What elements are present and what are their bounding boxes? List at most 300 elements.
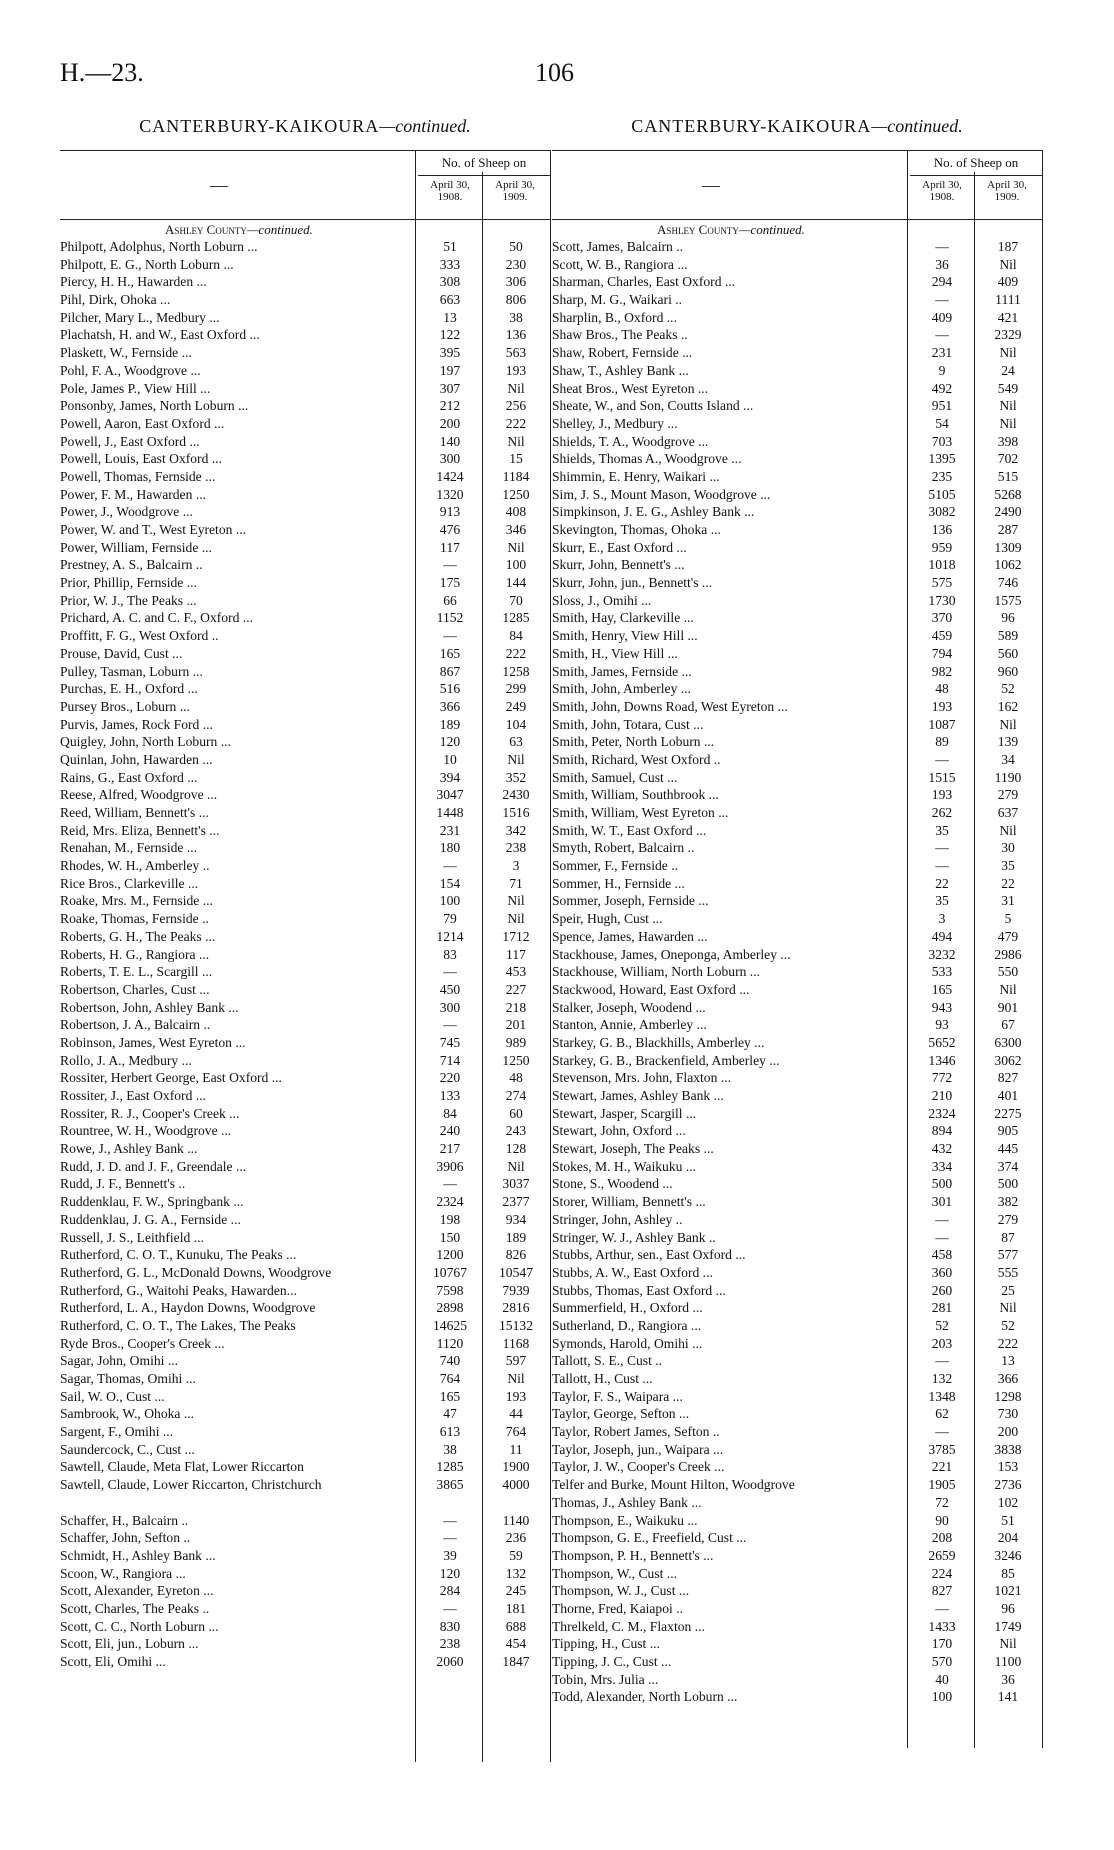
owner-name: Stubbs, Arthur, sen., East Oxford ... bbox=[552, 1247, 746, 1263]
owner-name: Stubbs, Thomas, East Oxford ... bbox=[552, 1282, 726, 1298]
sheep-1909: 374 bbox=[997, 1158, 1019, 1174]
sheep-1908: 3 bbox=[938, 911, 946, 927]
table-row bbox=[60, 733, 550, 751]
sheep-1909: 299 bbox=[505, 681, 527, 697]
owner-name: Rutherford, G., Waitohi Peaks, Hawarden... bbox=[60, 1282, 297, 1298]
sheep-1908: 913 bbox=[439, 504, 461, 520]
sheep-1908: 38 bbox=[443, 1441, 457, 1457]
table-row bbox=[60, 486, 550, 504]
table-row bbox=[60, 1175, 550, 1193]
sheep-1909: 24 bbox=[1001, 362, 1015, 378]
column-group-label: No. of Sheep on bbox=[418, 155, 550, 176]
column-divider bbox=[415, 150, 416, 1762]
owner-name: Rhodes, W. H., Amberley .. bbox=[60, 858, 210, 874]
sheep-1908: 231 bbox=[931, 345, 953, 361]
owner-name: Rudd, J. D. and J. F., Greendale ... bbox=[60, 1158, 247, 1174]
owner-name: Rossiter, Herbert George, East Oxford ... bbox=[60, 1070, 282, 1086]
sheep-1909: 453 bbox=[505, 964, 527, 980]
owner-name: Rossiter, J., East Oxford ... bbox=[60, 1088, 206, 1103]
column-divider bbox=[907, 150, 908, 1748]
owner-name: Smith, Peter, North Loburn ... bbox=[552, 734, 715, 750]
table-row bbox=[60, 1158, 550, 1176]
sheep-1908: 212 bbox=[439, 398, 461, 414]
sheep-1908: 154 bbox=[439, 875, 461, 891]
owner-name: Sharp, M. G., Waikari .. bbox=[552, 292, 683, 308]
owner-name: Smith, James, Fernside ... bbox=[552, 663, 692, 679]
owner-name: Power, F. M., Hawarden ... bbox=[60, 486, 206, 502]
owner-name: Stringer, W. J., Ashley Bank .. bbox=[552, 1229, 716, 1245]
sheep-1909: 96 bbox=[1001, 610, 1015, 626]
table-row bbox=[552, 751, 1042, 769]
owner-name: Robertson, John, Ashley Bank ... bbox=[60, 999, 239, 1015]
table-row bbox=[552, 1476, 1042, 1494]
table-row bbox=[60, 397, 550, 415]
table-row bbox=[552, 1688, 1042, 1706]
table-row bbox=[60, 592, 550, 610]
sheep-1909: 60 bbox=[509, 1105, 523, 1121]
sheep-1909: 102 bbox=[997, 1494, 1019, 1510]
owner-name: Roberts, G. H., The Peaks ... bbox=[60, 928, 216, 944]
sheep-1908: 1395 bbox=[928, 451, 956, 467]
table-row bbox=[60, 326, 550, 344]
table-row bbox=[552, 946, 1042, 964]
sheep-1908: — bbox=[935, 239, 949, 254]
sheep-1908: 827 bbox=[931, 1583, 953, 1599]
table-row bbox=[60, 539, 550, 557]
sheep-1908: 772 bbox=[931, 1070, 953, 1086]
sheep-1908: 494 bbox=[931, 928, 953, 944]
table-row bbox=[60, 1069, 550, 1087]
sheep-1909: 50 bbox=[509, 239, 523, 254]
sheep-1909: 2377 bbox=[502, 1194, 530, 1210]
owner-name: Plachatsh, H. and W., East Oxford ... bbox=[60, 327, 260, 343]
sheep-1909: 38 bbox=[509, 309, 523, 325]
owner-name: Roberts, H. G., Rangiora ... bbox=[60, 946, 210, 962]
sheep-1909: 139 bbox=[997, 734, 1019, 750]
owner-name: Rains, G., East Oxford ... bbox=[60, 769, 198, 785]
sheep-1909: 563 bbox=[505, 345, 527, 361]
sheep-1909: 44 bbox=[509, 1406, 523, 1422]
owner-name: Ruddenklau, F. W., Springbank ... bbox=[60, 1194, 244, 1210]
owner-name: Rice Bros., Clarkeville ... bbox=[60, 875, 199, 891]
sheep-1908: 740 bbox=[439, 1353, 461, 1369]
sheep-1908: 203 bbox=[931, 1335, 953, 1351]
table-row bbox=[552, 1653, 1042, 1671]
owner-name: Sagar, Thomas, Omihi ... bbox=[60, 1371, 196, 1386]
sheep-1908: 198 bbox=[439, 1211, 461, 1227]
table-row bbox=[552, 1671, 1042, 1689]
table-row bbox=[60, 380, 550, 398]
owner-name: Taylor, Joseph, jun., Waipara ... bbox=[552, 1441, 724, 1457]
owner-name: Rutherford, C. O. T., The Lakes, The Peaks bbox=[60, 1317, 296, 1333]
sheep-1909: 11 bbox=[509, 1441, 523, 1457]
owner-name: Sharman, Charles, East Oxford ... bbox=[552, 274, 736, 290]
table-row bbox=[552, 256, 1042, 274]
sheep-1908: — bbox=[935, 1424, 949, 1440]
owner-name: Sommer, F., Fernside .. bbox=[552, 858, 678, 874]
sheep-1909: 100 bbox=[505, 557, 527, 573]
owner-name: Tallott, S. E., Cust .. bbox=[552, 1353, 663, 1369]
sheep-1908: 10 bbox=[443, 751, 457, 767]
owner-name: Sommer, Joseph, Fernside ... bbox=[552, 893, 709, 909]
table-row bbox=[552, 1405, 1042, 1423]
table-row bbox=[552, 1529, 1042, 1547]
table-row bbox=[60, 1582, 550, 1600]
owner-name: Roberts, T. E. L., Scargill ... bbox=[60, 964, 213, 980]
owner-name: Power, William, Fernside ... bbox=[60, 539, 212, 555]
table-row bbox=[60, 1317, 550, 1335]
table-row bbox=[552, 1441, 1042, 1459]
sheep-1909: Nil bbox=[999, 716, 1017, 732]
sheep-1908: 1346 bbox=[928, 1052, 956, 1068]
sheep-1909: 31 bbox=[1001, 893, 1015, 909]
table-row bbox=[552, 291, 1042, 309]
owner-name: Robertson, J. A., Balcairn .. bbox=[60, 1017, 211, 1033]
owner-name: Scott, Eli, jun., Loburn ... bbox=[60, 1636, 199, 1652]
table-header bbox=[552, 150, 1042, 220]
owner-name: Shields, T. A., Woodgrove ... bbox=[552, 433, 709, 449]
table-row bbox=[552, 397, 1042, 415]
sheep-1909: 589 bbox=[997, 628, 1019, 644]
sheep-1909: 104 bbox=[505, 716, 527, 732]
page-number: 106 bbox=[535, 58, 574, 87]
sheep-1909: 1190 bbox=[994, 769, 1022, 785]
owner-name: Philpott, E. G., North Loburn ... bbox=[60, 256, 234, 272]
sheep-1908: — bbox=[443, 1176, 457, 1192]
owner-name: Smith, John, Totara, Cust ... bbox=[552, 716, 704, 732]
sheep-1908: 516 bbox=[439, 681, 461, 697]
table-row bbox=[552, 1282, 1042, 1300]
sheep-1908: 308 bbox=[439, 274, 461, 290]
sheep-1908: 262 bbox=[931, 805, 953, 820]
sheep-1908: 197 bbox=[439, 362, 461, 378]
sheep-1908: 450 bbox=[439, 981, 461, 997]
sheep-1909: 637 bbox=[997, 805, 1019, 820]
owner-name: Renahan, M., Fernside ... bbox=[60, 840, 198, 856]
sheep-1908: 224 bbox=[931, 1565, 953, 1581]
owner-name: Smith, W. T., East Oxford ... bbox=[552, 822, 707, 838]
sheep-1908: 894 bbox=[931, 1123, 953, 1139]
sheep-1908: 189 bbox=[439, 716, 461, 732]
sheep-1908: 238 bbox=[439, 1636, 461, 1652]
sheep-1909: 287 bbox=[997, 522, 1019, 537]
owner-name: Stackhouse, William, North Loburn ... bbox=[552, 964, 760, 980]
sheep-1909: 7939 bbox=[502, 1282, 530, 1298]
table-row bbox=[552, 609, 1042, 627]
section-title-text: CANTERBURY-KAIKOURA bbox=[631, 116, 872, 136]
owner-name: Thompson, G. E., Freefield, Cust ... bbox=[552, 1530, 747, 1546]
sheep-1908: 459 bbox=[931, 628, 953, 644]
sheep-1909: Nil bbox=[999, 256, 1017, 272]
owner-name: Ponsonby, James, North Loburn ... bbox=[60, 398, 249, 414]
sheep-1909: 500 bbox=[997, 1176, 1019, 1192]
owner-name: Scott, Charles, The Peaks .. bbox=[60, 1600, 210, 1616]
owner-name: Robertson, Charles, Cust ... bbox=[60, 981, 210, 997]
sheep-1909: 1258 bbox=[502, 663, 530, 679]
owner-name: Reese, Alfred, Woodgrove ... bbox=[60, 787, 218, 803]
sheep-1909: 141 bbox=[997, 1689, 1019, 1705]
table-row bbox=[60, 1653, 550, 1671]
sheep-1908: 943 bbox=[931, 999, 953, 1015]
sheep-1909: 132 bbox=[505, 1565, 527, 1581]
sheep-1908: — bbox=[935, 840, 949, 856]
owner-name: Stackwood, Howard, East Oxford ... bbox=[552, 981, 750, 997]
owner-name: Pohl, F. A., Woodgrove ... bbox=[60, 362, 201, 378]
sheep-1908: 136 bbox=[931, 522, 953, 537]
table-row bbox=[552, 1388, 1042, 1406]
table-row bbox=[552, 238, 1042, 256]
owner-name: Starkey, G. B., Brackenfield, Amberley ... bbox=[552, 1052, 780, 1068]
sheep-1909: 1749 bbox=[994, 1618, 1022, 1634]
table-row bbox=[60, 521, 550, 539]
sheep-1908: — bbox=[443, 1530, 457, 1546]
column-1909-header: April 30, 1909. bbox=[987, 179, 1027, 203]
sheep-1909: 187 bbox=[997, 239, 1019, 254]
sheep-1909: 274 bbox=[505, 1088, 527, 1103]
owner-name: Scott, James, Balcairn .. bbox=[552, 239, 683, 254]
sheep-1909: 222 bbox=[997, 1335, 1019, 1351]
owner-name: Philpott, Adolphus, North Loburn ... bbox=[60, 239, 258, 254]
sheep-1909: 236 bbox=[505, 1530, 527, 1546]
owner-name: Starkey, G. B., Blackhills, Amberley ... bbox=[552, 1034, 765, 1050]
sheep-1908: 1448 bbox=[436, 805, 464, 820]
owner-name: Smith, H., View Hill ... bbox=[552, 645, 678, 661]
sheep-1909: 346 bbox=[505, 522, 527, 537]
owner-name: Russell, J. S., Leithfield ... bbox=[60, 1229, 204, 1245]
table-row bbox=[60, 468, 550, 486]
sheep-1908: 2659 bbox=[928, 1547, 956, 1563]
sheep-1909: 1298 bbox=[994, 1388, 1022, 1404]
owner-name: Smith, William, Southbrook ... bbox=[552, 787, 719, 803]
owner-name: Schaffer, John, Sefton .. bbox=[60, 1530, 191, 1546]
owner-name: Todd, Alexander, North Loburn ... bbox=[552, 1689, 738, 1705]
sheep-1908: — bbox=[443, 1600, 457, 1616]
sheep-1909: Nil bbox=[507, 380, 525, 396]
table-row bbox=[60, 556, 550, 574]
sheep-1908: 165 bbox=[439, 645, 461, 661]
column-divider bbox=[1042, 150, 1043, 1748]
table-row bbox=[552, 1052, 1042, 1070]
table-row bbox=[552, 733, 1042, 751]
sheep-1909: Nil bbox=[507, 911, 525, 927]
table-row bbox=[60, 875, 550, 893]
sheep-1909: 201 bbox=[505, 1017, 527, 1033]
owner-name: Stewart, Joseph, The Peaks ... bbox=[552, 1141, 714, 1157]
owner-name: Sheate, W., and Son, Coutts Island ... bbox=[552, 398, 754, 414]
sheep-1909: 549 bbox=[997, 380, 1019, 396]
table-row bbox=[60, 1441, 550, 1459]
sheep-1908: — bbox=[935, 751, 949, 767]
sheep-1908: 79 bbox=[443, 911, 457, 927]
sheep-1908: 193 bbox=[931, 698, 953, 714]
owner-name: Rollo, J. A., Medbury ... bbox=[60, 1052, 192, 1068]
table-row bbox=[552, 716, 1042, 734]
table-row bbox=[60, 1282, 550, 1300]
owner-name: Purchas, E. H., Oxford ... bbox=[60, 681, 198, 697]
table-row bbox=[60, 946, 550, 964]
table-row bbox=[60, 698, 550, 716]
owner-name: Schaffer, H., Balcairn .. bbox=[60, 1512, 189, 1528]
sheep-1908: 1152 bbox=[436, 610, 464, 626]
table-row bbox=[60, 1122, 550, 1140]
sheep-1909: 688 bbox=[505, 1618, 527, 1634]
table-row bbox=[552, 698, 1042, 716]
sheep-1909: Nil bbox=[507, 893, 525, 909]
table-row bbox=[552, 875, 1042, 893]
table-row bbox=[552, 1211, 1042, 1229]
sheep-1908: 492 bbox=[931, 380, 953, 396]
sheep-1908: 458 bbox=[931, 1247, 953, 1263]
owner-name: Smith, William, West Eyreton ... bbox=[552, 805, 729, 820]
sheep-1909: 1111 bbox=[995, 292, 1021, 308]
sheep-1908: 794 bbox=[931, 645, 953, 661]
sheep-1909: 35 bbox=[1001, 858, 1015, 874]
section-title bbox=[60, 116, 550, 137]
table-row bbox=[60, 1052, 550, 1070]
owner-name: Smyth, Robert, Balcairn .. bbox=[552, 840, 695, 856]
owner-name: Sawtell, Claude, Meta Flat, Lower Riccarton bbox=[60, 1459, 304, 1475]
sheep-1908: 1285 bbox=[436, 1459, 464, 1475]
sheep-1908: 200 bbox=[439, 415, 461, 431]
sheep-1909: 51 bbox=[1001, 1512, 1015, 1528]
sheep-1908: 1214 bbox=[436, 928, 464, 944]
sheep-1909: 59 bbox=[509, 1547, 523, 1563]
sheep-1909: 445 bbox=[997, 1141, 1019, 1157]
table-row bbox=[60, 1476, 550, 1511]
sheep-1909: 454 bbox=[505, 1636, 527, 1652]
sheep-1909: 52 bbox=[1001, 681, 1015, 697]
owner-name: Taylor, J. W., Cooper's Creek ... bbox=[552, 1459, 725, 1475]
sheep-1909: 218 bbox=[505, 999, 527, 1015]
owner-name: Rutherford, C. O. T., Kunuku, The Peaks ... bbox=[60, 1247, 297, 1263]
sheep-1909: 25 bbox=[1001, 1282, 1015, 1298]
table-row bbox=[60, 1105, 550, 1123]
owner-name: Stubbs, A. W., East Oxford ... bbox=[552, 1264, 713, 1280]
owner-name: Quigley, John, North Loburn ... bbox=[60, 734, 231, 750]
owner-name: Sim, J. S., Mount Mason, Woodgrove ... bbox=[552, 486, 771, 502]
table-row bbox=[60, 839, 550, 857]
sheep-1909: 597 bbox=[505, 1353, 527, 1369]
sheep-1909: Nil bbox=[999, 1636, 1017, 1652]
table-row bbox=[60, 1299, 550, 1317]
sheep-1909: 87 bbox=[1001, 1229, 1015, 1245]
sheep-1908: 14625 bbox=[433, 1317, 467, 1333]
sheep-1908: 2060 bbox=[436, 1654, 464, 1670]
sheep-1908: 575 bbox=[931, 575, 953, 591]
sheep-1908: 7598 bbox=[436, 1282, 464, 1298]
table-row bbox=[552, 1582, 1042, 1600]
county-heading bbox=[552, 222, 910, 238]
table-row bbox=[60, 362, 550, 380]
owner-name: Sambrook, W., Ohoka ... bbox=[60, 1406, 195, 1422]
sheep-1908: 51 bbox=[443, 239, 457, 254]
table-row bbox=[552, 1140, 1042, 1158]
sheep-1908: — bbox=[935, 858, 949, 874]
sheep-1908: 40 bbox=[935, 1671, 949, 1687]
sheep-1909: 117 bbox=[506, 946, 526, 962]
owner-name: Smith, Henry, View Hill ... bbox=[552, 628, 698, 644]
owner-name: Tipping, J. C., Cust ... bbox=[552, 1654, 672, 1669]
sheep-1909: 3037 bbox=[502, 1176, 530, 1192]
sheep-1908: 360 bbox=[931, 1264, 953, 1280]
table-row bbox=[60, 928, 550, 946]
sheep-1908: — bbox=[935, 1211, 949, 1227]
sheep-1908: — bbox=[443, 964, 457, 980]
owner-name: Scoon, W., Rangiora ... bbox=[60, 1565, 186, 1581]
sheep-1908: — bbox=[935, 1229, 949, 1245]
sheep-1908: 39 bbox=[443, 1547, 457, 1563]
sheep-1908: 409 bbox=[931, 309, 953, 325]
owner-name: Skurr, E., East Oxford ... bbox=[552, 539, 687, 555]
sheep-1908: 165 bbox=[439, 1388, 461, 1404]
sheep-1909: 1285 bbox=[502, 610, 530, 626]
owner-name: Skevington, Thomas, Ohoka ... bbox=[552, 522, 721, 537]
owner-name: Scott, Alexander, Eyreton ... bbox=[60, 1583, 214, 1599]
sheep-1909: 2986 bbox=[994, 946, 1022, 962]
table-row bbox=[552, 645, 1042, 663]
sheep-1908: — bbox=[443, 628, 457, 644]
sheep-1909: 2816 bbox=[502, 1300, 530, 1316]
sheep-1909: 421 bbox=[997, 309, 1019, 325]
owner-name: Sawtell, Claude, Lower Riccarton, Christchurch bbox=[60, 1477, 322, 1493]
sheep-1909: 136 bbox=[505, 327, 527, 343]
owner-name: Quinlan, John, Hawarden ... bbox=[60, 751, 213, 767]
owner-name: Scott, W. B., Rangiora ... bbox=[552, 256, 688, 272]
sheep-1908: 22 bbox=[935, 875, 949, 891]
sheep-1908: — bbox=[935, 327, 949, 343]
table-row bbox=[60, 1229, 550, 1247]
sheep-1909: 2736 bbox=[994, 1477, 1022, 1493]
sheep-1909: 1250 bbox=[502, 1052, 530, 1068]
sheep-1908: 180 bbox=[439, 840, 461, 856]
sheep-1909: 230 bbox=[505, 256, 527, 272]
owner-name: Roake, Thomas, Fernside .. bbox=[60, 911, 209, 927]
owner-name: Sloss, J., Omihi ... bbox=[552, 592, 652, 608]
table-row bbox=[60, 981, 550, 999]
table-row bbox=[552, 1458, 1042, 1476]
table-rows bbox=[60, 238, 550, 1671]
owner-name: Roake, Mrs. M., Fernside ... bbox=[60, 893, 213, 909]
table-row bbox=[60, 1458, 550, 1476]
sheep-1908: 2324 bbox=[928, 1105, 956, 1121]
sheep-1909: 989 bbox=[505, 1034, 527, 1050]
sheep-1908: — bbox=[935, 1600, 949, 1616]
owner-name: Stevenson, Mrs. John, Flaxton ... bbox=[552, 1070, 731, 1086]
name-column-dash: — bbox=[210, 175, 228, 195]
sheep-1908: 1424 bbox=[436, 468, 464, 484]
sheep-1908: 1200 bbox=[436, 1247, 464, 1263]
sheep-1908: 52 bbox=[935, 1317, 949, 1333]
table-row bbox=[60, 309, 550, 327]
table-row bbox=[552, 1229, 1042, 1247]
sheep-1908: 300 bbox=[439, 451, 461, 467]
owner-name: Power, J., Woodgrove ... bbox=[60, 504, 193, 520]
table-row bbox=[552, 1547, 1042, 1565]
sheep-1909: 256 bbox=[505, 398, 527, 414]
sheep-1908: 9 bbox=[938, 362, 946, 378]
table-row bbox=[552, 1158, 1042, 1176]
sheep-1908: 217 bbox=[439, 1141, 461, 1157]
sheep-1909: 96 bbox=[1001, 1600, 1015, 1616]
table-row bbox=[552, 892, 1042, 910]
sheep-1908: 117 bbox=[440, 539, 460, 555]
sheep-1909: 84 bbox=[509, 628, 523, 644]
sheep-1908: 281 bbox=[931, 1300, 953, 1316]
sheep-1909: 746 bbox=[997, 575, 1019, 591]
table-row bbox=[552, 1105, 1042, 1123]
owner-name: Schmidt, H., Ashley Bank ... bbox=[60, 1547, 216, 1563]
owner-name: Prouse, David, Cust ... bbox=[60, 645, 183, 661]
